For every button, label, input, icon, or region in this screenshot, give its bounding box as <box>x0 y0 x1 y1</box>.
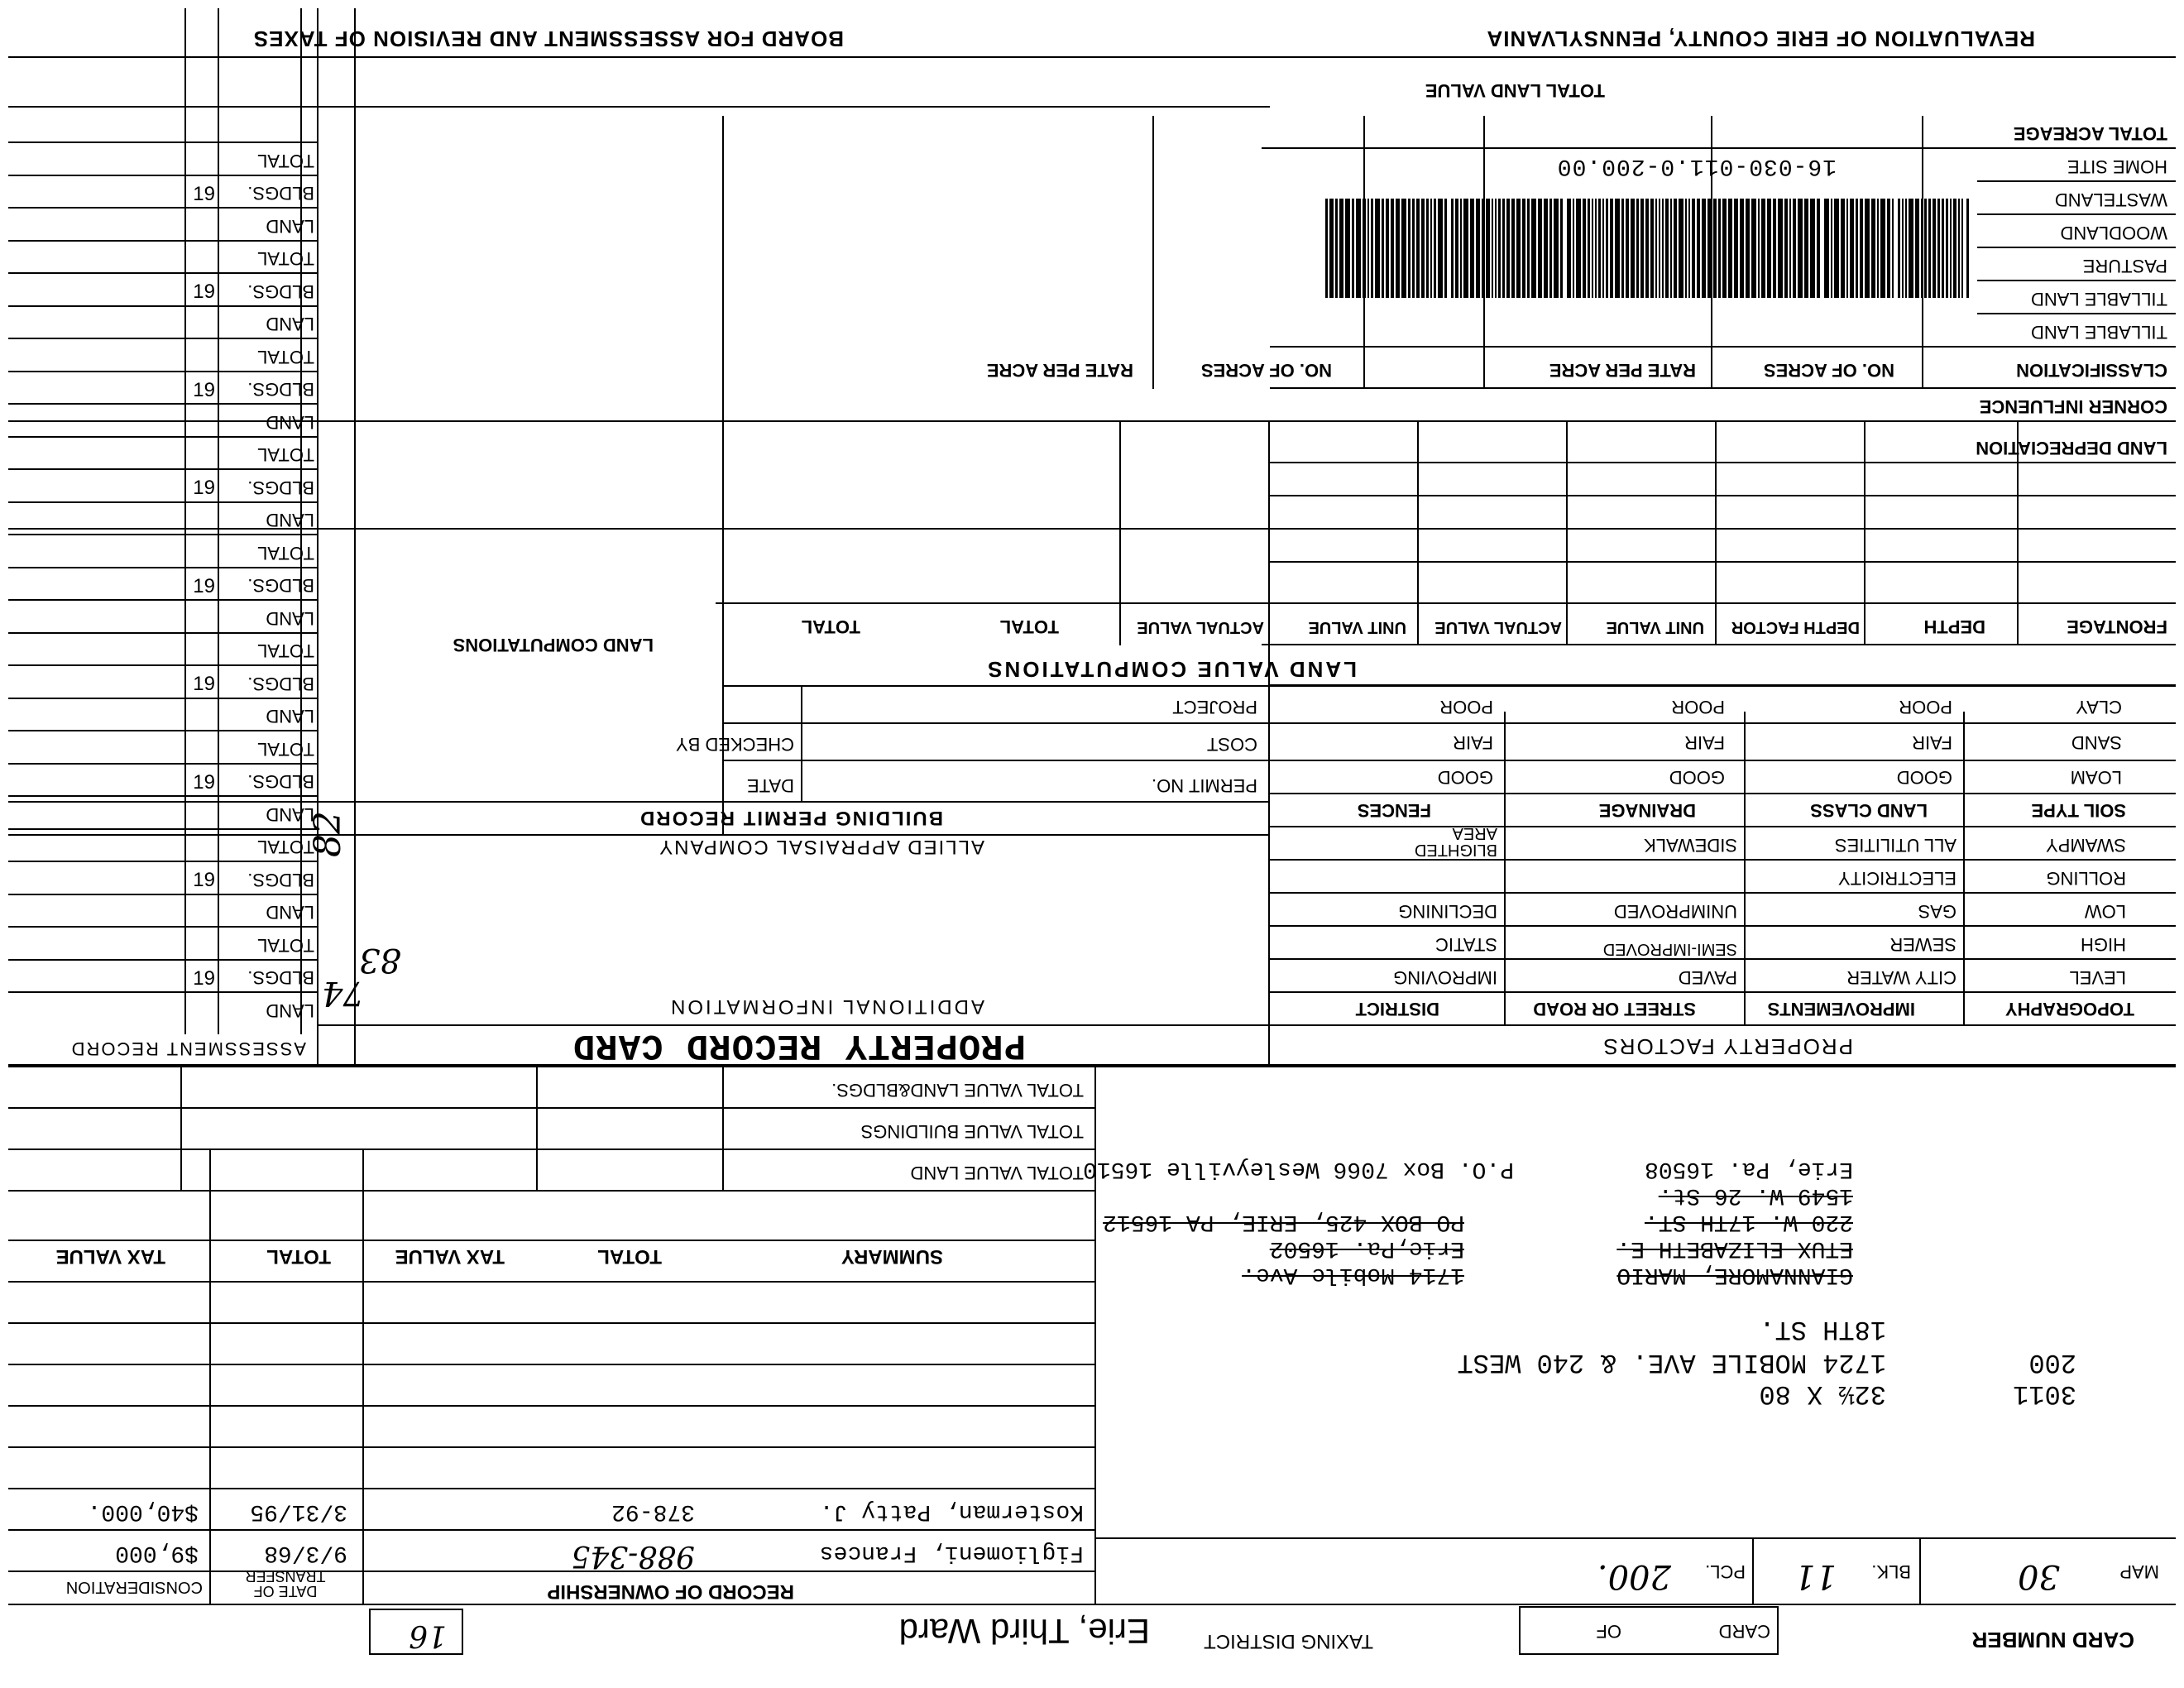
barcode-bar <box>1592 199 1593 298</box>
summary-total-header: TOTAL <box>597 1245 662 1268</box>
improvements-item: SEWER <box>1889 934 1956 955</box>
barcode-bar <box>1567 199 1571 298</box>
barcode-bar <box>1606 199 1608 298</box>
barcode-bar <box>1650 199 1654 298</box>
barcode-bar <box>1408 199 1410 298</box>
land-value-computations-title: LAND VALUE COMPUTATIONS <box>985 657 1357 682</box>
assessment-row-label: LAND <box>266 216 314 237</box>
barcode-bar <box>1950 199 1952 298</box>
barcode-bar <box>1841 199 1845 298</box>
barcode-bar <box>1356 199 1361 298</box>
summary-row-label: TOTAL VALUE BUILDINGS <box>860 1121 1084 1142</box>
property-factors-title: PROPERTY FACTORS <box>1602 1034 1853 1059</box>
deed-ref: 988-345 <box>571 1539 695 1573</box>
barcode-bar <box>1758 199 1760 298</box>
transfer-date: 3/31/95 <box>250 1499 347 1524</box>
barcode-icon <box>1324 199 1969 298</box>
barcode-bar <box>1767 199 1771 298</box>
summary-row-label: TOTAL VALUE LAND <box>910 1163 1084 1183</box>
assessment-row-label: TOTAL <box>257 347 314 367</box>
barcode-bar <box>1670 199 1672 298</box>
total-acreage-label: TOTAL ACREAGE <box>2013 123 2167 144</box>
board-title: BOARD FOR ASSESSMENT AND REVISION OF TAXES <box>252 26 844 51</box>
additional-info-label: ADDITIONAL INFORMATION <box>668 995 984 1018</box>
barcode-bar <box>1636 199 1639 298</box>
street-item: SEMI-IMPROVED <box>1602 940 1737 958</box>
drainage-item: FAIR <box>1684 732 1725 753</box>
barcode-bar <box>1722 199 1727 298</box>
assessment-row-label: LAND <box>266 1000 314 1021</box>
soil-item: LOAM <box>2070 767 2122 788</box>
barcode-bar <box>1662 199 1664 298</box>
consideration-header: CONSIDERATION <box>65 1578 203 1596</box>
assessment-row-label: TOTAL <box>257 837 314 858</box>
district-item: DECLINING <box>1398 901 1497 922</box>
district-code: 16 <box>409 1618 447 1652</box>
barcode-bar <box>1335 199 1338 298</box>
barcode-bar <box>1595 199 1597 298</box>
total-header-2: TOTAL <box>801 616 860 637</box>
barcode-bar <box>1329 199 1334 298</box>
topography-item: SWAMPY <box>2046 835 2126 856</box>
barcode-bar <box>1713 199 1717 298</box>
land-depreciation-label: LAND DEPRECIATION <box>1976 438 2167 458</box>
assessment-row-label: LAND <box>266 804 314 825</box>
land-computations-label: LAND COMPUTATIONS <box>453 635 654 655</box>
improvements-header: IMPROVEMENTS <box>1767 999 1915 1019</box>
assessment-row-label: BLDGS. <box>247 674 314 694</box>
improvements-item: ALL UTILITIES <box>1834 835 1956 856</box>
barcode-bar <box>1804 199 1808 298</box>
assessment-year-prefix: 19 <box>193 183 215 205</box>
barcode-bar <box>1761 199 1765 298</box>
district-name: Erie, Third Ward <box>898 1612 1150 1651</box>
owner-line: Erie, Pa. 16508 <box>1644 1156 1853 1182</box>
barcode-bar <box>1560 199 1563 298</box>
street-header: STREET OR ROAD <box>1533 999 1696 1019</box>
land-row-label: PASTURE <box>2082 256 2167 276</box>
barcode-bar <box>1502 199 1505 298</box>
barcode-bar <box>1824 199 1829 298</box>
handwritten-year: 82 <box>307 811 349 857</box>
unit-value-header: UNIT VALUE <box>1606 618 1704 636</box>
barcode-bar <box>1463 199 1468 298</box>
barcode-bar <box>1455 199 1458 298</box>
barcode-bar <box>1778 199 1783 298</box>
barcode-bar <box>1898 199 1900 298</box>
barcode-bar <box>1426 199 1429 298</box>
assessment-row-label: BLDGS. <box>247 870 314 890</box>
barcode-text: 16-030-011.0-200.00 <box>1556 153 1837 179</box>
checked-by-label: CHECKED BY <box>675 734 794 755</box>
barcode-bar <box>1352 199 1354 298</box>
barcode-bar <box>1602 199 1604 298</box>
unit-value-header-2: UNIT VALUE <box>1308 618 1406 636</box>
transfer-header: DATE OF TRANSFER <box>245 1568 326 1599</box>
barcode-bar <box>1692 199 1695 298</box>
fences-item: GOOD <box>1437 767 1493 788</box>
assessment-row-label: BLDGS. <box>247 575 314 597</box>
barcode-bar <box>1793 199 1796 298</box>
improvements-item: CITY WATER <box>1846 967 1956 988</box>
barcode-bar <box>1516 199 1521 298</box>
project-label: PROJECT <box>1172 697 1257 717</box>
frontage-header: FRONTAGE <box>2067 616 2167 637</box>
barcode-bar <box>1746 199 1750 298</box>
assessment-row-label: LAND <box>266 412 314 433</box>
barcode-bar <box>1396 199 1400 298</box>
land-row-label: TILLABLE LAND <box>2030 289 2167 309</box>
district-header: DISTRICT <box>1355 999 1439 1019</box>
classification-header: CLASSIFICATION <box>2016 360 2167 381</box>
barcode-bar <box>1538 199 1542 298</box>
fences-header: FENCES <box>1357 800 1431 821</box>
assessment-year-prefix: 19 <box>193 673 215 696</box>
barcode-bar <box>1339 199 1343 298</box>
card-label: CARD <box>1718 1621 1770 1642</box>
land-row-label: WOODLAND <box>2060 223 2167 243</box>
consideration-value: $40,000. <box>87 1499 199 1524</box>
property-line1-code: 3011 <box>2013 1379 2076 1409</box>
barcode-bar <box>1621 199 1624 298</box>
district-item: STATIC <box>1435 934 1497 955</box>
barcode-bar <box>1789 199 1791 298</box>
barcode-bar <box>1421 199 1425 298</box>
owner-name: Kosterman, Patty J. <box>819 1499 1084 1524</box>
summary-title: SUMMARY <box>841 1245 943 1268</box>
barcode-bar <box>1325 199 1328 298</box>
land-row-label: WASTELAND <box>2054 189 2167 210</box>
permit-no-label: PERMIT NO. <box>1152 775 1257 796</box>
assessment-row-label: BLDGS. <box>247 183 314 204</box>
barcode-bar <box>1961 199 1963 298</box>
barcode-bar <box>1685 199 1687 298</box>
assessment-title: ASSESSMENT RECORD <box>69 1038 306 1059</box>
street-item: SIDEWALK <box>1644 835 1737 856</box>
barcode-bar <box>1506 199 1510 298</box>
no-acres-header-2: NO. OF ACRES <box>1200 360 1332 381</box>
assessment-year-prefix: 19 <box>193 869 215 892</box>
barcode-bar <box>1679 199 1684 298</box>
barcode-bar <box>1877 199 1879 298</box>
transfer-date: 9/3/68 <box>264 1540 347 1566</box>
blk-label: BLK. <box>1871 1561 1911 1582</box>
barcode-bar <box>1831 199 1832 298</box>
assessment-row-label: BLDGS. <box>247 379 314 400</box>
assessment-row-label: LAND <box>266 706 314 727</box>
assessment-row-label: TOTAL <box>257 248 314 270</box>
barcode-bar <box>1531 199 1536 298</box>
consideration-value: $9,000 <box>115 1540 199 1566</box>
topography-item: ROLLING <box>2046 868 2126 889</box>
summary-row-label: TOTAL VALUE LAND&BLDGS. <box>831 1080 1084 1101</box>
barcode-bar <box>1371 199 1373 298</box>
barcode-bar <box>1444 199 1447 298</box>
barcode-bar <box>1554 199 1559 298</box>
barcode-bar <box>1909 199 1913 298</box>
barcode-bar <box>1430 199 1432 298</box>
assessment-row-label: TOTAL <box>257 640 314 662</box>
assessment-row-label: LAND <box>266 902 314 923</box>
land-class-header: LAND CLASS <box>1810 800 1928 821</box>
deed-ref: 378-92 <box>611 1499 695 1524</box>
assessment-year-prefix: 19 <box>193 771 215 794</box>
land-class-item: GOOD <box>1896 767 1952 788</box>
barcode-bar <box>1610 199 1613 298</box>
barcode-bar <box>1871 199 1875 298</box>
barcode-bar <box>1645 199 1649 298</box>
barcode-bar <box>1773 199 1776 298</box>
revaluation-title: REVALUATION OF ERIE COUNTY, PENNSYLVANIA <box>1486 26 2035 51</box>
barcode-bar <box>1915 199 1919 298</box>
barcode-bar <box>1810 199 1815 298</box>
company-label: ALLIED APPRAISAL COMPANY <box>658 836 984 858</box>
barcode-bar <box>1576 199 1581 298</box>
barcode-bar <box>1549 199 1552 298</box>
barcode-bar <box>1784 199 1788 298</box>
barcode-bar <box>1375 199 1380 298</box>
assessment-row-label: LAND <box>266 608 314 629</box>
assessment-row-label: BLDGS. <box>247 967 314 989</box>
assessment-row-label: TOTAL <box>257 543 314 563</box>
land-class-item: FAIR <box>1912 732 1952 753</box>
drainage-header: DRAINAGE <box>1598 800 1696 821</box>
land-row-label: HOME SITE <box>2067 156 2167 177</box>
summary-tax-header: TAX VALUE <box>395 1245 505 1268</box>
barcode-bar <box>1588 199 1590 298</box>
barcode-bar <box>1966 199 1969 298</box>
barcode-bar <box>1498 199 1501 298</box>
barcode-bar <box>1728 199 1732 298</box>
rate-per-acre-header-2: RATE PER ACRE <box>986 360 1133 381</box>
barcode-bar <box>1937 199 1940 298</box>
depth-factor-header: DEPTH FACTOR <box>1731 618 1860 636</box>
barcode-bar <box>1928 199 1931 298</box>
barcode-bar <box>1887 199 1890 298</box>
barcode-bar <box>1486 199 1490 298</box>
topography-item: HIGH <box>2081 934 2126 955</box>
barcode-bar <box>1583 199 1586 298</box>
owner-name: Figliomeni, Frances <box>819 1540 1084 1566</box>
barcode-bar <box>1626 199 1629 298</box>
barcode-bar <box>1615 199 1620 298</box>
barcode-bar <box>1817 199 1820 298</box>
barcode-bar <box>1434 199 1436 298</box>
barcode-bar <box>1734 199 1738 298</box>
pcl-value: 200. <box>1597 1557 1671 1595</box>
barcode-bar <box>1958 199 1960 298</box>
barcode-bar <box>1438 199 1443 298</box>
owner-line: P.O. Box 7066 Wesleyville 16510 <box>1083 1156 1514 1182</box>
property-line3-text: 18TH ST. <box>1759 1314 1886 1345</box>
drainage-item: GOOD <box>1669 767 1725 788</box>
barcode-bar <box>1860 199 1863 298</box>
drainage-item: POOR <box>1671 697 1725 717</box>
district-item: IMPROVING <box>1393 967 1497 988</box>
land-row-label: TILLABLE LAND <box>2030 322 2167 343</box>
assessment-row-label: LAND <box>266 510 314 531</box>
barcode-bar <box>1942 199 1944 298</box>
actual-value-header: ACTUAL VALUE <box>1434 618 1562 636</box>
property-line2-text: 1724 MOBILE AVE. & 240 WEST <box>1457 1347 1886 1378</box>
of-label: OF <box>1596 1621 1621 1642</box>
no-acres-header: NO. OF ACRES <box>1763 360 1894 381</box>
card-number-label: CARD NUMBER <box>1971 1628 2134 1652</box>
barcode-bar <box>1798 199 1803 298</box>
soil-item: CLAY <box>2076 697 2122 717</box>
barcode-bar <box>1953 199 1956 298</box>
assessment-year-prefix: 19 <box>193 379 215 401</box>
barcode-bar <box>1345 199 1350 298</box>
assessment-year-prefix: 19 <box>193 477 215 500</box>
date-label: DATE <box>746 775 794 796</box>
barcode-bar <box>1674 199 1677 298</box>
cost-label: COST <box>1206 734 1257 755</box>
barcode-bar <box>1697 199 1700 298</box>
map-value: 30 <box>2018 1557 2060 1595</box>
barcode-bar <box>1905 199 1907 298</box>
blk-value: 11 <box>1794 1557 1837 1595</box>
barcode-bar <box>1921 199 1923 298</box>
summary-tax-header-2: TAX VALUE <box>55 1245 165 1268</box>
owner-line: Erie,Pa. 16502 <box>1269 1235 1464 1261</box>
summary-total-header-2: TOTAL <box>266 1245 331 1268</box>
assessment-row-label: TOTAL <box>257 151 314 171</box>
land-class-item: POOR <box>1899 697 1952 717</box>
fences-item: POOR <box>1439 697 1493 717</box>
fences-item: FAIR <box>1453 732 1493 753</box>
barcode-bar <box>1688 199 1690 298</box>
barcode-bar <box>1631 199 1635 298</box>
barcode-bar <box>1856 199 1858 298</box>
handwritten-year: 83 <box>359 941 401 979</box>
improvements-item: ELECTRICITY <box>1837 868 1956 889</box>
barcode-bar <box>1751 199 1756 298</box>
barcode-bar <box>1880 199 1885 298</box>
owner-line: 220 W. 17TH ST. <box>1644 1209 1853 1235</box>
barcode-bar <box>1865 199 1870 298</box>
permit-title: BUILDING PERMIT RECORD <box>639 807 943 829</box>
topography-item: LEVEL <box>2069 967 2126 988</box>
barcode-bar <box>1367 199 1369 298</box>
assessment-row-label: BLDGS. <box>247 281 314 302</box>
barcode-bar <box>1573 199 1574 298</box>
total-header: TOTAL <box>999 616 1059 637</box>
ownership-title: RECORD OF OWNERSHIP <box>547 1580 794 1603</box>
barcode-bar <box>1892 199 1894 298</box>
barcode-bar <box>1718 199 1721 298</box>
barcode-bar <box>1492 199 1493 298</box>
assessment-row-label: TOTAL <box>257 444 314 466</box>
topography-header: TOPOGRAPHY <box>2004 999 2134 1019</box>
district-item: BLIGHTED AREA <box>1414 824 1497 859</box>
corner-influence-label: CORNER INFLUENCE <box>1979 396 2167 417</box>
property-line2-code: 200 <box>2028 1347 2076 1378</box>
barcode-bar <box>1382 199 1384 298</box>
barcode-bar <box>1476 199 1480 298</box>
assessment-year-prefix: 19 <box>193 967 215 990</box>
barcode-bar <box>1363 199 1366 298</box>
total-land-value-label: TOTAL LAND VALUE <box>1425 80 1605 101</box>
barcode-bar <box>1665 199 1669 298</box>
barcode-bar <box>1598 199 1601 298</box>
map-label: MAP <box>2119 1561 2159 1582</box>
assessment-row-label: TOTAL <box>257 935 314 956</box>
barcode-bar <box>1482 199 1484 298</box>
barcode-bar <box>1511 199 1515 298</box>
assessment-year-prefix: 19 <box>193 281 215 304</box>
barcode-bar <box>1416 199 1420 298</box>
rate-per-acre-header: RATE PER ACRE <box>1549 360 1696 381</box>
barcode-bar <box>1659 199 1660 298</box>
taxing-district-label: TAXING DISTRICT <box>1204 1630 1373 1652</box>
actual-value-header-2: ACTUAL VALUE <box>1137 618 1264 636</box>
assessment-row-label: BLDGS. <box>247 771 314 793</box>
barcode-bar <box>1834 199 1839 298</box>
barcode-bar <box>1655 199 1657 298</box>
improvements-item: GAS <box>1918 901 1956 922</box>
barcode-bar <box>1640 199 1644 298</box>
handwritten-year: 74 <box>322 974 364 1012</box>
owner-line: 1714 Mobile Ave. <box>1242 1262 1464 1288</box>
assessment-row-label: TOTAL <box>257 739 314 760</box>
assessment-row-label: LAND <box>266 314 314 335</box>
soil-item: SAND <box>2071 732 2122 753</box>
barcode-bar <box>1527 199 1530 298</box>
street-item: PAVED <box>1678 967 1737 988</box>
depth-header: DEPTH <box>1923 616 1985 637</box>
barcode-bar <box>1924 199 1927 298</box>
barcode-bar <box>1850 199 1854 298</box>
barcode-bar <box>1707 199 1712 298</box>
barcode-bar <box>1522 199 1525 298</box>
owner-line: 1549 W. 26 St. <box>1658 1182 1853 1208</box>
topography-item: LOW <box>2084 901 2126 922</box>
owner-line: ETUX ELIZABETH E. <box>1616 1235 1853 1261</box>
barcode-bar <box>1846 199 1848 298</box>
pcl-label: PCL. <box>1705 1561 1746 1582</box>
barcode-bar <box>1933 199 1936 298</box>
barcode-bar <box>1702 199 1706 298</box>
barcode-bar <box>1470 199 1474 298</box>
barcode-bar <box>1946 199 1948 298</box>
barcode-bar <box>1412 199 1415 298</box>
property-line1-text: 32½ X 80 <box>1759 1379 1886 1409</box>
soil-header: SOIL TYPE <box>2031 800 2126 821</box>
barcode-bar <box>1544 199 1548 298</box>
barcode-bar <box>1401 199 1406 298</box>
barcode-bar <box>1391 199 1394 298</box>
barcode-bar <box>1740 199 1744 298</box>
barcode-bar <box>1495 199 1497 298</box>
street-item: UNIMPROVED <box>1613 901 1737 922</box>
assessment-row-label: BLDGS. <box>247 477 314 498</box>
card-title: PROPERTY RECORD CARD <box>572 1024 1026 1066</box>
barcode-bar <box>1460 199 1462 298</box>
barcode-bar <box>1451 199 1454 298</box>
barcode-bar <box>1902 199 1904 298</box>
assessment-year-prefix: 19 <box>193 575 215 597</box>
owner-line: PO BOX 425, ERIE, PA 16512 <box>1103 1209 1464 1235</box>
owner-line: GIANNAMORE, MARIO <box>1616 1262 1853 1288</box>
barcode-bar <box>1386 199 1389 298</box>
